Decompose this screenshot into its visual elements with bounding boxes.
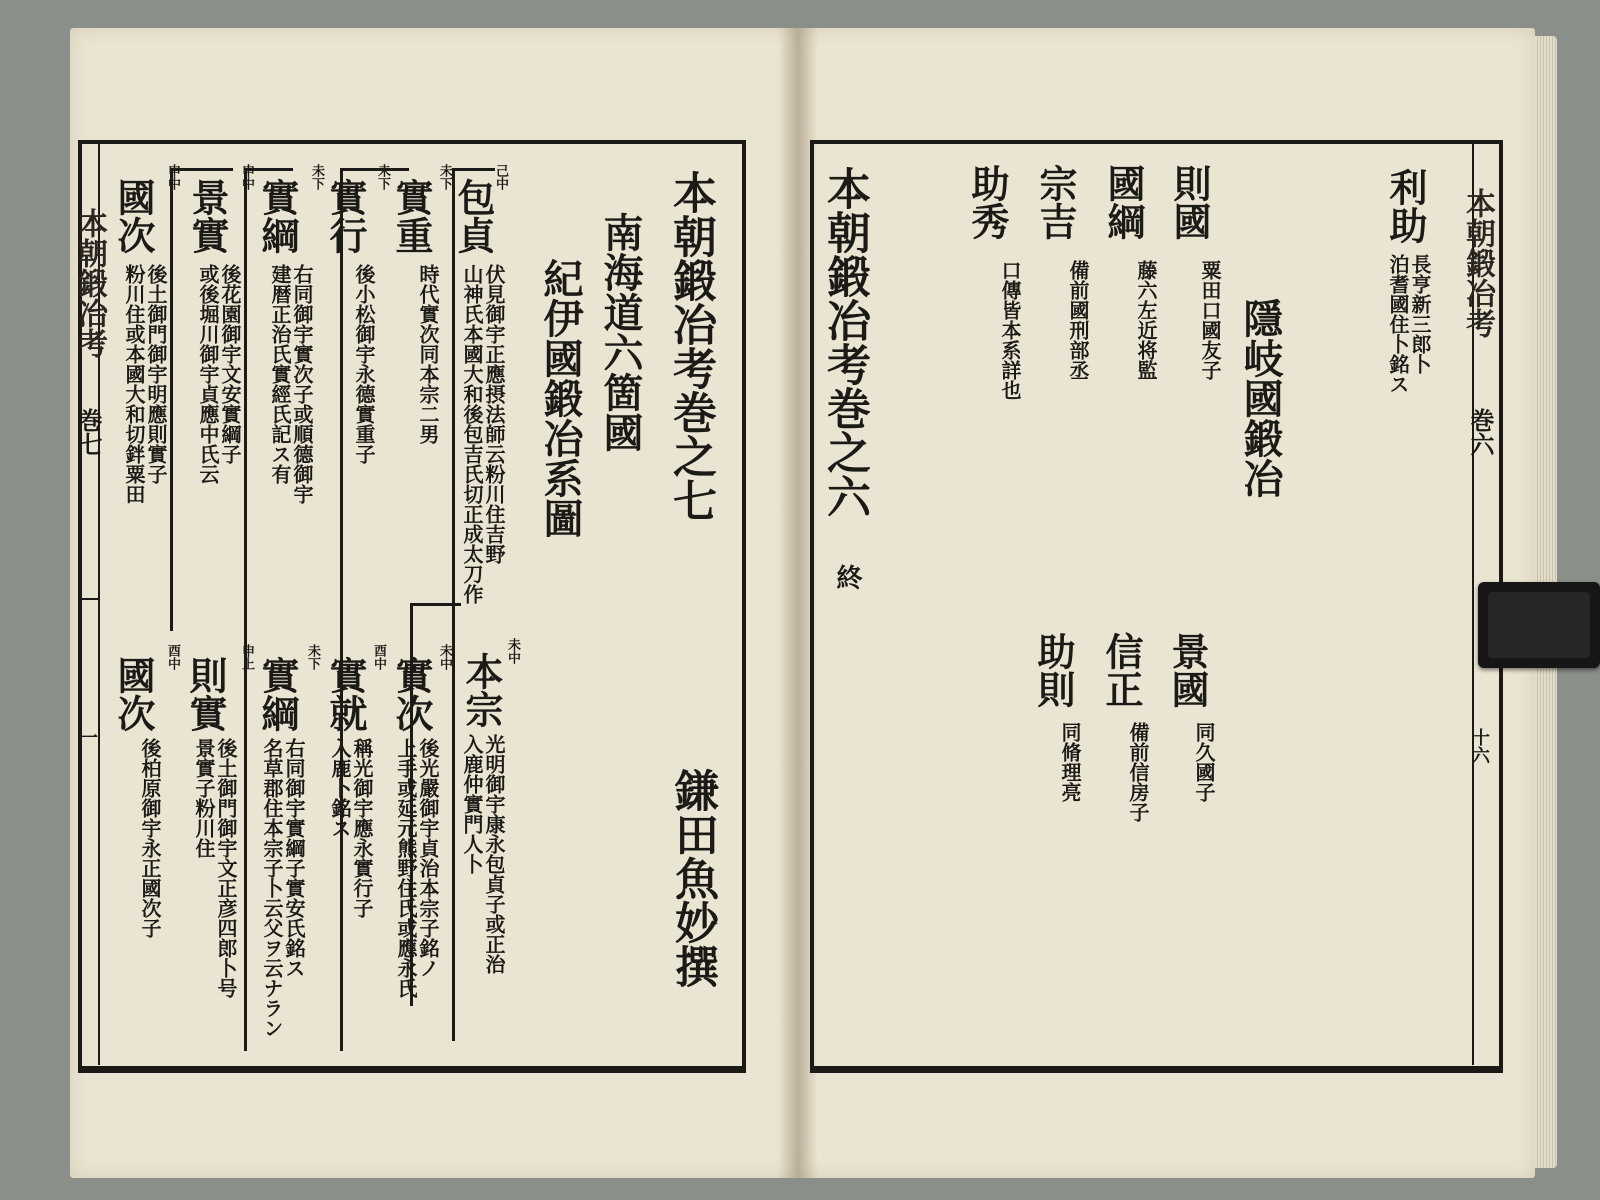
entry-8-note: 後花園御宇文安實綱子 xyxy=(218,264,242,464)
entry-2-note: 時代實次同本宗二男 xyxy=(416,264,440,444)
entry-3-note2: 上手或延元熊野住氏或應永氏 xyxy=(394,738,418,998)
section-title: 紀伊國鍛冶系圖 xyxy=(537,258,584,538)
region-subtitle: 南海道六箇國 xyxy=(597,212,644,452)
entry-9-note2: 景實子粉川住 xyxy=(192,738,216,858)
entry-2-mark: 未下 xyxy=(437,164,452,190)
entry-8-note2: 或後堀川御宇貞應中氏云 xyxy=(196,264,220,484)
entry-0-note: 伏見御宇正應摂法師云粉川住吉野 xyxy=(482,264,506,564)
entry-1-mark: 未中 xyxy=(505,638,520,664)
right-margin-volume: 巻六 xyxy=(1466,408,1495,456)
volume-title: 本朝鍛冶考巻之七 xyxy=(665,170,716,522)
open-book xyxy=(70,28,1535,1178)
entry-4-name: 實行 xyxy=(323,178,368,254)
rentry-4-name: 助秀 xyxy=(965,164,1010,240)
rentry-2-note: 藤六左近将監 xyxy=(1134,260,1158,380)
rentry-4-note: 口傳皆本系詳也 xyxy=(998,260,1022,400)
entry-6-note2: 建暦正治氏實經氏記ス有 xyxy=(268,264,292,484)
right-margin-title: 本朝鍛冶考 xyxy=(1460,188,1495,338)
entry-9-note: 後土御門御宇文正彦四郎卜号 xyxy=(214,738,238,998)
entry-11-name: 國次 xyxy=(111,656,156,732)
entry-6-name: 實綱 xyxy=(255,178,300,254)
entry-11-mark: 酉中 xyxy=(165,644,180,670)
rentry-7-note: 同脩理亮 xyxy=(1058,722,1082,802)
entry-3-note: 後光嚴御宇貞治本宗子銘ノ xyxy=(416,738,440,978)
entry-7-mark: 未下 xyxy=(305,644,320,670)
left-page xyxy=(70,28,798,1178)
rentry-5-name: 景國 xyxy=(1165,632,1210,708)
prev-volume-title: 本朝鍛冶考巻之六 xyxy=(819,166,870,518)
rentry-3-note: 備前國刑部丞 xyxy=(1066,260,1090,380)
entry-6-mark: 未下 xyxy=(309,164,324,190)
bookmark-clip xyxy=(1478,582,1600,668)
entry-9-mark: 申上 xyxy=(239,644,254,670)
entry-1-name: 本宗 xyxy=(459,652,504,728)
entry-3-name: 實次 xyxy=(389,656,434,732)
entry-5-note2: 入鹿卜銘ス xyxy=(328,738,352,838)
entry-5-note: 稱光御宇應永實行子 xyxy=(350,738,374,918)
entry-7-note2: 名草郡住本宗子卜云父ヲ云ナラン xyxy=(260,738,284,1038)
entry-8-name: 景實 xyxy=(185,178,230,254)
entry-1-note: 光明御宇康永包貞子或正治 xyxy=(482,734,506,974)
entry-5-mark: 酉中 xyxy=(371,644,386,670)
rentry-1-note: 粟田口國友子 xyxy=(1198,260,1222,380)
author-line: 鎌田魚妙撰 xyxy=(667,768,718,988)
rentry-6-note: 備前信房子 xyxy=(1126,722,1150,822)
rentry-5-note: 同久國子 xyxy=(1192,722,1216,802)
rentry-3-name: 宗吉 xyxy=(1033,164,1078,240)
entry-6-note: 右同御宇實次子或順德御宇 xyxy=(290,264,314,504)
margin-volume: 巻七 xyxy=(74,408,103,456)
entry-10-name: 國次 xyxy=(111,178,156,254)
entry-0-name: 包貞 xyxy=(451,178,496,254)
entry-9-name: 則實 xyxy=(183,656,228,732)
entry-7-name: 實綱 xyxy=(255,656,300,732)
rentry-2-name: 國綱 xyxy=(1101,164,1146,240)
margin-title: 本朝鍛冶考 xyxy=(72,208,107,358)
entry-8-mark: 申中 xyxy=(239,164,254,190)
rentry-7-name: 助則 xyxy=(1031,632,1076,708)
entry-5-name: 實就 xyxy=(323,656,368,732)
rentry-6-name: 信正 xyxy=(1099,632,1144,708)
entry-11-note: 後柏原御宇永正國次子 xyxy=(138,738,162,938)
entry-2-name: 實重 xyxy=(389,178,434,254)
rentry-0-name: 利助 xyxy=(1383,168,1428,244)
end-mark: 終 xyxy=(832,564,862,590)
entry-4-note: 後小松御宇永德實重子 xyxy=(352,264,376,464)
entry-0-mark: 己中 xyxy=(493,164,508,190)
entry-10-note2: 粉川住或本國大和切鉡粟田 xyxy=(122,264,146,504)
entry-7-note: 右同御宇實綱子實安氏銘ス xyxy=(282,738,306,978)
entry-1-note2: 入鹿仲實門人卜 xyxy=(460,734,484,874)
entry-0-note2: 山神氏本國大和後包吉氏切正成太刀作 xyxy=(460,264,484,604)
oki-section-title: 隱岐國鍛冶 xyxy=(1237,298,1284,498)
right-page-number: 十六 xyxy=(1469,728,1490,764)
rentry-1-name: 則國 xyxy=(1167,164,1212,240)
page-number: 一 xyxy=(77,728,98,746)
entry-10-mark: 申中 xyxy=(165,164,180,190)
rentry-0-note2: 泊耆國住卜銘ス xyxy=(1386,254,1410,394)
entry-4-mark: 未下 xyxy=(375,164,390,190)
entry-10-note: 後土御門御宇明應則實子 xyxy=(144,264,168,484)
entry-3-mark: 未中 xyxy=(437,644,452,670)
rentry-0-note: 長亨新三郎卜 xyxy=(1408,254,1432,374)
